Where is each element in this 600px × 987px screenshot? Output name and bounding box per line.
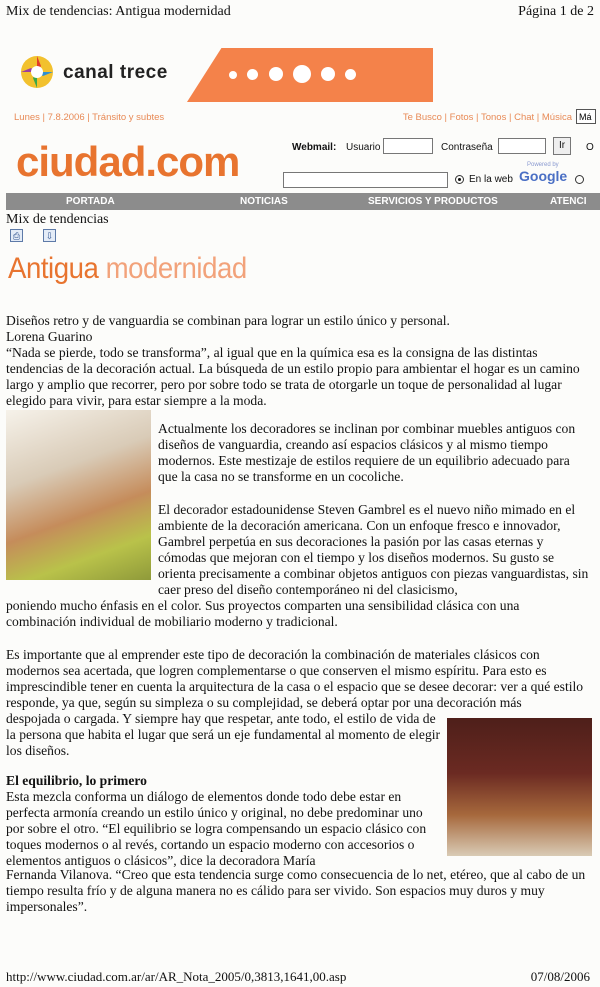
menu-item-servicios[interactable]: SERVICIOS Y PRODUCTOS <box>368 196 498 207</box>
powered-by-label: Powered by <box>527 162 559 168</box>
site-search <box>283 162 600 192</box>
page-number: Página 1 de 2 <box>518 4 594 19</box>
article-subhead: El equilibrio, lo primero <box>6 773 147 788</box>
printer-icon[interactable]: ⎙ <box>10 229 23 242</box>
article-paragraph-3a: El decorador estadounidense Steven Gambrel es el nuevo niño mimado en el ambiente de la decoración americana. Con un enfoque fresco e innovador, Gambrel perpetúa en sus decoraciones la pasión por las casas eternas y cómodas que mejoran con el tiempo y los diseños modernos. Su gusto se orienta precisamente a combinar objetos antiguos con piezas vanguardistas, sin caer preso del diseño contemporáneo ni del clasicismo, <box>158 502 589 597</box>
menu-item-portada[interactable]: PORTADA <box>66 196 115 207</box>
article-title-light: modernidad <box>98 252 247 285</box>
banner-dot <box>293 65 311 83</box>
search-web-radio[interactable] <box>455 175 464 184</box>
login-extra: O <box>586 142 594 153</box>
more-nav-box[interactable]: Má <box>576 109 596 124</box>
top-nav-links[interactable]: Te Busco | Fotos | Tonos | Chat | Música <box>402 112 572 123</box>
print-title: Mix de tendencias: Antigua modernidad <box>6 4 231 19</box>
menu-item-atencion[interactable]: ATENCI <box>550 196 587 207</box>
breadcrumb: Mix de tendencias <box>6 212 109 227</box>
living-room-photo <box>6 410 151 580</box>
password-input[interactable] <box>498 138 546 154</box>
search-input[interactable] <box>283 172 448 188</box>
article-paragraph-5b: Fernanda Vilanova. “Creo que esta tendencia surge como consecuencia de lo net, etéreo, que al cabo de un tiempo resulta frío y de alguna manera no es cálido para ser vivido. Son espacios muy duros y muy impersonales”. <box>6 867 586 914</box>
footer-url: http://www.ciudad.com.ar/ar/AR_Nota_2005/0,3813,1641,00.asp <box>6 969 347 984</box>
article-paragraph-2: Actualmente los decoradores se inclinan por combinar muebles antiguos con diseños de vanguardia, creando así espacios clásicos y al mismo tiempo modernos. Este mestizaje de estilos requiere de un equilibrio adecuado para que la casa no se transforme en un cocoliche. <box>158 421 576 484</box>
search-web-label: En la web <box>469 174 513 185</box>
canal-trece-banner[interactable] <box>15 48 433 102</box>
site-logo[interactable]: ciudad.com <box>16 138 240 185</box>
canal-trece-name: canal trece <box>63 62 168 83</box>
article-paragraph-3b: poniendo mucho énfasis en el color. Sus proyectos comparten una sensibilidad clásica con una combinación individual de mobiliario moderno y tradicional. <box>6 598 520 629</box>
article-title-strong: Antigua <box>8 252 99 285</box>
site-top-bar <box>14 112 600 126</box>
google-logo: Google <box>519 168 568 184</box>
article-author: Lorena Guarino <box>6 329 93 344</box>
print-header <box>6 4 594 22</box>
article-paragraph-5a: Esta mezcla conforma un diálogo de elementos donde todo debe estar en perfecta armonía creando un estilo único y original, no debe predominar uno por sobre el otro. “El equilibrio se logra compensando un espacio clásico con toques modernos o al revés, cortando un espacio moderno con accesorios o elementos antiguos o clásicos”, dice la decoradora María <box>6 789 427 868</box>
article-lead: Diseños retro y de vanguardia se combinan para lograr un estilo único y personal. <box>6 313 450 328</box>
article-paragraph-1: “Nada se pierde, todo se transforma”, al igual que en la química esa es la consigna de las distintas tendencias de la decoración actual. La búsqueda de un estilo propio para ambientar el hogar es un camino largo y amplio que recorrer, pero por sobre todo se trata de otorgarle un toque de personalidad al lugar elegido para vivir, para estar siempre a la moda. <box>6 345 580 408</box>
search-site-radio[interactable] <box>575 175 584 184</box>
article-title <box>8 252 247 286</box>
canal-banner-band <box>187 48 433 102</box>
user-label: Usuario <box>346 142 381 153</box>
login-go-button[interactable]: Ir <box>553 137 571 155</box>
site-date[interactable]: Lunes | 7.8.2006 | Tránsito y subtes <box>14 112 165 123</box>
banner-dot <box>229 71 237 79</box>
banner-dot <box>269 67 283 81</box>
banner-dot <box>345 69 356 80</box>
password-label: Contraseña <box>441 142 493 153</box>
webmail-label: Webmail: <box>292 142 337 153</box>
article-paragraph-4b: despojada o cargada. Y siempre hay que respetar, ante todo, el estilo de vida de la persona que habita el lugar que será un eje fundamental al momento de elegir los diseños. <box>6 711 441 758</box>
save-icon[interactable]: ⇩ <box>43 229 56 242</box>
article-paragraph-4a: Es importante que al emprender este tipo de decoración la combinación de materiales clásicos con modernos sea acertada, que logren complementarse o que conserven el mismo espíritu. Para esto es imprescindible tener en cuenta la arquitectura de la casa o el espacio que se desee decorar: ver a qué estilo responde, ya que, según su simpleza o su complejidad, se deberá optar por una decoración más <box>6 647 584 710</box>
footer-date: 07/08/2006 <box>530 969 590 984</box>
user-input[interactable] <box>383 138 433 154</box>
webmail-login <box>290 136 600 164</box>
banner-dot <box>247 69 258 80</box>
banner-dot <box>321 67 335 81</box>
dining-room-photo <box>447 718 592 856</box>
canal-trece-logo-icon <box>19 54 55 90</box>
menu-item-noticias[interactable]: NOTICIAS <box>240 196 288 207</box>
main-menu <box>6 193 600 210</box>
